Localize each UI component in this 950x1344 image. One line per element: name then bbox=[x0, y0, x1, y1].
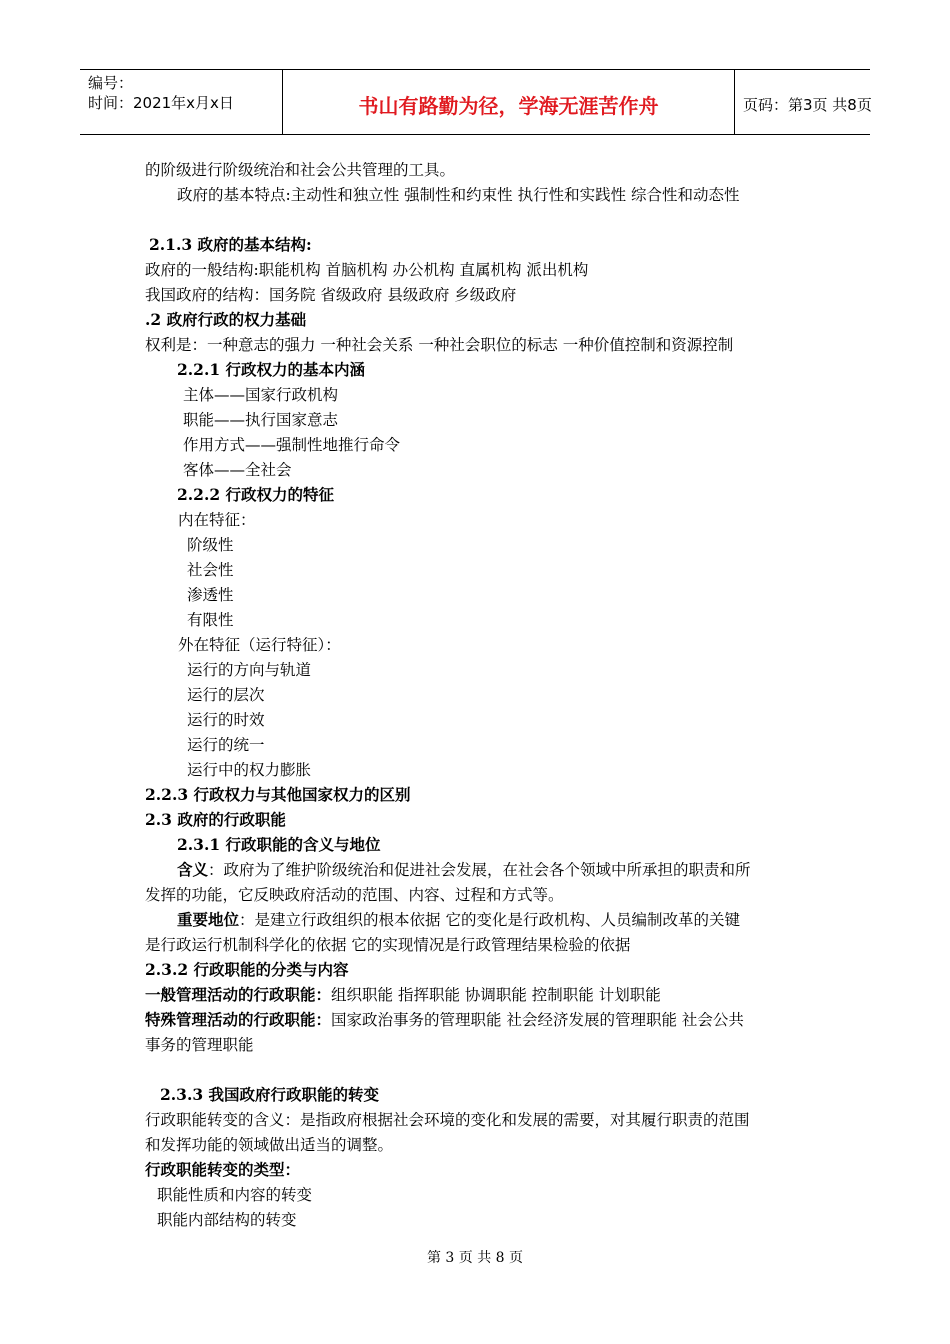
term-text: 组织职能 指挥职能 协调职能 控制职能 计划职能 bbox=[331, 986, 661, 1004]
term-text: ：政府为了维护阶级统治和促进社会发展，在社会各个领域中所承担的职责和所 bbox=[208, 861, 751, 879]
header-page-number: 页码：第3页 共8页 bbox=[743, 96, 872, 114]
header-motto: 书山有路勤为径，学海无涯苦作舟 bbox=[358, 94, 659, 118]
list-item: 阶级性 bbox=[187, 536, 234, 554]
body-line: 事务的管理职能 bbox=[145, 1036, 254, 1054]
document-date-label: 时间：2021年x月x日 bbox=[88, 94, 234, 112]
body-line: 内在特征： bbox=[178, 511, 256, 529]
body-line: 发挥的功能，它反映政府活动的范围、内容、过程和方式等。 bbox=[145, 886, 564, 904]
term-label: 特殊管理活动的行政职能： bbox=[145, 1010, 332, 1029]
list-item: 职能内部结构的转变 bbox=[157, 1211, 297, 1229]
list-item: 主体——国家行政机构 bbox=[183, 386, 339, 404]
body-line: 我国政府的结构：国务院 省级政府 县级政府 乡级政府 bbox=[145, 286, 517, 304]
list-item: 运行中的权力膨胀 bbox=[187, 761, 312, 779]
list-item: 运行的时效 bbox=[187, 711, 265, 729]
section-heading: 2.3 政府的行政职能 bbox=[145, 810, 286, 829]
list-item: 客体——全社会 bbox=[183, 461, 292, 479]
header-motto-cell bbox=[283, 70, 735, 134]
body-line bbox=[145, 1010, 744, 1030]
header-page-cell bbox=[735, 70, 870, 134]
document-number-label: 编号： bbox=[88, 74, 134, 92]
header-info-cell bbox=[80, 70, 283, 134]
list-item: 运行的统一 bbox=[187, 736, 265, 754]
section-heading: 行政职能转变的类型： bbox=[145, 1160, 301, 1179]
list-item: 作用方式——强制性地推行命令 bbox=[183, 436, 401, 454]
term-label: 一般管理活动的行政职能： bbox=[145, 985, 332, 1004]
list-item: 社会性 bbox=[187, 561, 234, 579]
term-label: 含义 bbox=[177, 860, 209, 879]
term-text: 国家政治事务的管理职能 社会经济发展的管理职能 社会公共 bbox=[331, 1011, 744, 1029]
subsection-heading: 2.3.3 我国政府行政职能的转变 bbox=[160, 1085, 380, 1104]
list-item: 渗透性 bbox=[187, 586, 234, 604]
body-line bbox=[177, 910, 740, 930]
body-line bbox=[177, 860, 751, 880]
body-line: 权利是：一种意志的强力 一种社会关系 一种社会职位的标志 一种价值控制和资源控制 bbox=[145, 336, 734, 354]
list-item: 职能性质和内容的转变 bbox=[157, 1186, 313, 1204]
subsection-heading: 2.3.1 行政职能的含义与地位 bbox=[177, 835, 381, 854]
subsection-heading: 2.2.2 行政权力的特征 bbox=[177, 485, 335, 504]
body-line bbox=[145, 985, 661, 1005]
list-item: 运行的方向与轨道 bbox=[187, 661, 312, 679]
body-line: 政府的一般结构:职能机构 首脑机构 办公机构 直属机构 派出机构 bbox=[145, 261, 589, 279]
list-item: 职能——执行国家意志 bbox=[183, 411, 339, 429]
subsection-heading: 2.2.1 行政权力的基本内涵 bbox=[177, 360, 366, 379]
body-line: 外在特征（运行特征）： bbox=[178, 636, 341, 654]
body-line: 的阶级进行阶级统治和社会公共管理的工具。 bbox=[145, 161, 456, 179]
body-line: 行政职能转变的含义：是指政府根据社会环境的变化和发展的需要，对其履行职责的范围 bbox=[145, 1111, 750, 1129]
section-heading: 2.1.3 政府的基本结构: bbox=[149, 235, 312, 254]
body-line: 是行政运行机制科学化的依据 它的实现情况是行政管理结果检验的依据 bbox=[145, 936, 631, 954]
section-heading: 2.2.3 行政权力与其他国家权力的区别 bbox=[145, 785, 411, 804]
section-heading: 2.3.2 行政职能的分类与内容 bbox=[145, 960, 349, 979]
section-heading: .2 政府行政的权力基础 bbox=[145, 310, 307, 329]
page-header bbox=[80, 69, 870, 135]
term-label: 重要地位 bbox=[177, 910, 240, 929]
body-line: 和发挥功能的领域做出适当的调整。 bbox=[145, 1136, 394, 1154]
term-text: ：是建立行政组织的根本依据 它的变化是行政机构、人员编制改革的关键 bbox=[239, 911, 740, 929]
list-item: 有限性 bbox=[187, 611, 234, 629]
list-item: 运行的层次 bbox=[187, 686, 265, 704]
body-line: 政府的基本特点:主动性和独立性 强制性和约束性 执行性和实践性 综合性和动态性 bbox=[177, 186, 740, 204]
page-footer-number: 第 3 页 共 8 页 bbox=[426, 1250, 524, 1266]
